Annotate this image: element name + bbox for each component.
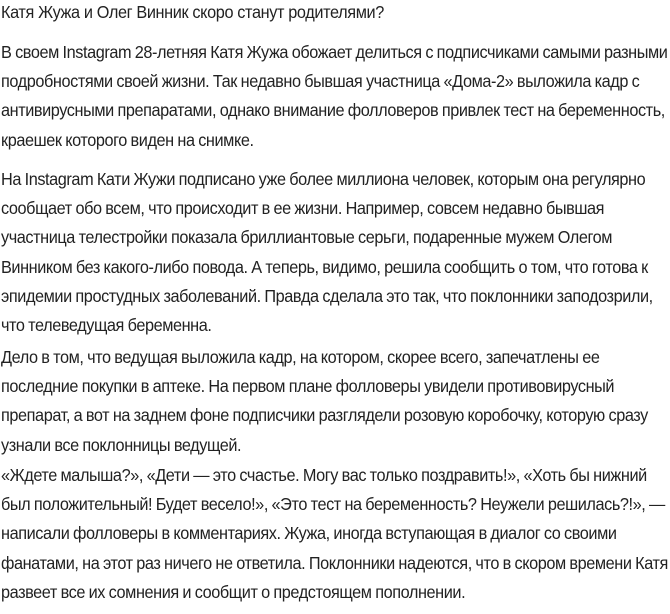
article-paragraph-3: Дело в том, что ведущая выложила кадр, на котором, скорее всего, запечатлены ее последние покупки в аптеке. На первом плане фолловеры увидели противовирусный препарат, а вот на заднем фоне подписчики разглядели розовую коробочку, которую сразу узнали все поклонницы ведущей. <box>1 347 648 455</box>
article-paragraph-4: «Ждете малыша?», «Дети — это счастье. Могу вас только поздравить!», «Хоть бы нижний был положительный! Будет весело!», «Это тест на беременность? Неужели решилась?!», — написали фолловеры в комментариях. Жужа, иногда вступающая в диалог со своими фанатами, на этот раз ничего не ответила. Поклонники надеются, что в скором времени Катя развеет все их сомнения и сообщит о предстоящем пополнении. <box>1 465 668 602</box>
article-paragraph-2: На Instagram Кати Жужи подписано уже более миллиона человек, которым она регулярно сообщает обо всем, что происходит в ее жизни. Например, совсем недавно бывшая участница телестройки показала бриллиантовые серьги, подаренные мужем Олегом Винником без какого-либо повода. А теперь, видимо, решила сообщить о том, что готова к эпидемии простудных заболеваний. Правда сделала это так, что поклонники заподозрили, что телеведущая беременна. <box>1 169 653 336</box>
article-title: Катя Жужа и Олег Винник скоро станут родителями? <box>1 2 384 22</box>
article-paragraph-1: В своем Instagram 28-летняя Катя Жужа обожает делиться с подписчиками самыми разными подробностями своей жизни. Так недавно бывшая участница «Дома-2» выложила кадр с антивирусными препаратами, однако внимание фолловеров привлек тест на беременность, краешек которого виден на снимке. <box>1 42 668 150</box>
